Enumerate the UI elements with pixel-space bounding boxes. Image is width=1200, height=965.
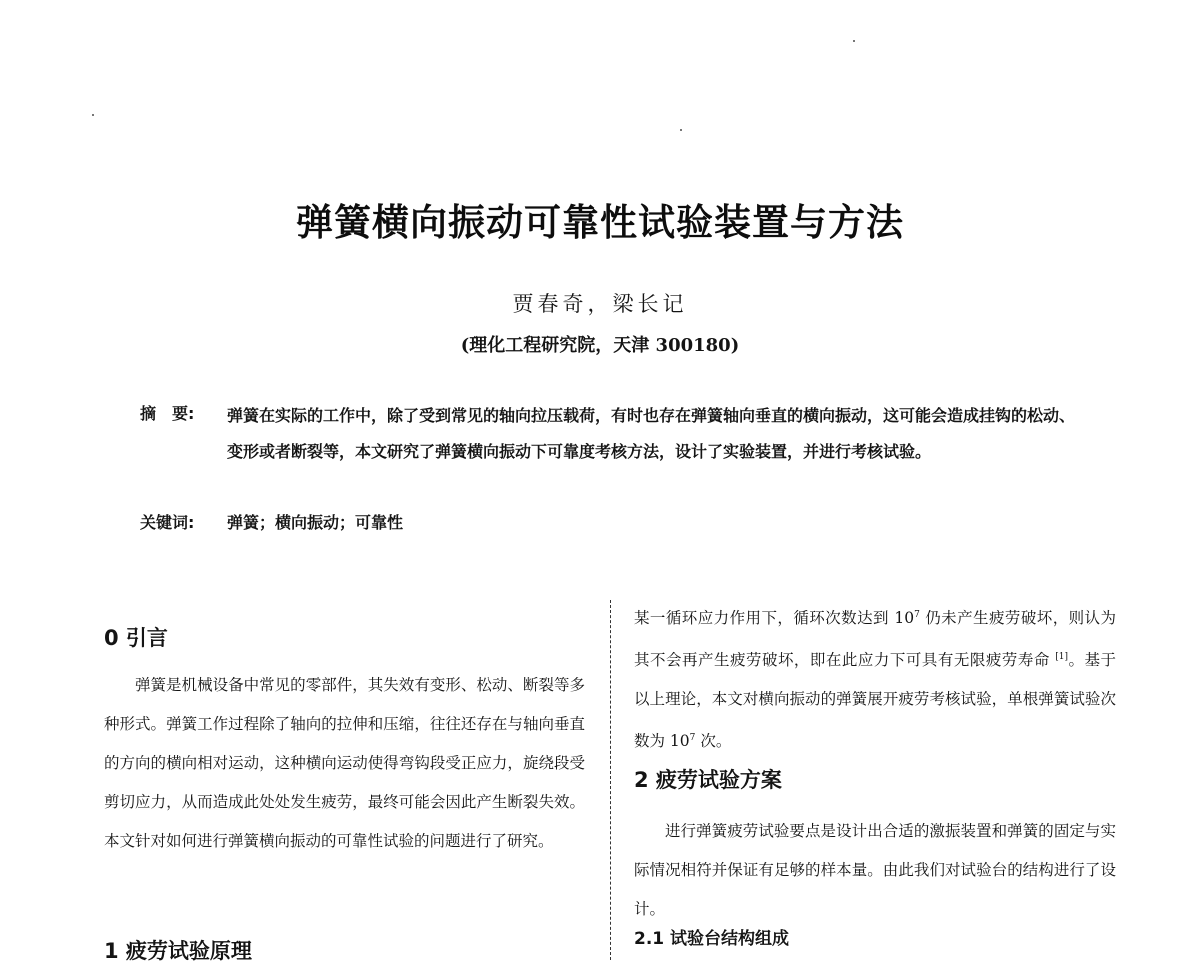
author-list: 贾春奇，梁长记 — [512, 292, 688, 316]
keywords-text: 弹簧；横向振动；可靠性 — [227, 513, 404, 532]
continued-paragraph — [634, 596, 1116, 761]
column-divider — [610, 600, 611, 960]
exponent: 7 — [689, 733, 696, 744]
scan-speck — [680, 129, 682, 131]
exponent: 7 — [914, 610, 920, 620]
section-1-heading: 1 疲劳试验原理 — [104, 939, 252, 963]
keywords-label: 关键词: — [140, 513, 195, 532]
paper-title: 弹簧横向振动可靠性试验装置与方法 — [296, 201, 904, 244]
affiliation: (理化工程研究院，天津 300180) — [460, 335, 740, 356]
abstract-label: 摘 要: — [140, 404, 195, 423]
continued-text-d: 次。 — [695, 732, 732, 751]
section-2-1-heading: 2.1 试验台结构组成 — [634, 929, 790, 949]
continued-text-c: 。基于以上理论，本文对横向振动的弹簧展开疲劳考核试验，单根弹簧试验次数为 10 — [634, 651, 1116, 751]
section-0-heading: 0 引言 — [104, 626, 168, 650]
section-2-heading: 2 疲劳试验方案 — [634, 768, 782, 792]
section-0-paragraph: 弹簧是机械设备中常见的零部件，其失效有变形、松动、断裂等多种形式。弹簧工作过程除了轴向的拉伸和压缩，往往还存在与轴向垂直的方向的横向相对运动，这种横向运动使得弯钩段受正应力，旋绕段受剪切应力，从而造成此处处发生疲劳，最终可能会因此产生断裂失效。本文针对如何进行弹簧横向振动的可靠性试验的问题进行了研究。 — [104, 676, 585, 850]
citation-ref: [1] — [1055, 652, 1068, 663]
section-2-paragraph: 进行弹簧疲劳试验要点是设计出合适的激振装置和弹簧的固定与实际情况相符并保证有足够的样本量。由此我们对试验台的结构进行了设计。 — [634, 822, 1116, 918]
continued-text-a: 某一循环应力作用下，循环次数达到 10 — [634, 609, 915, 628]
scan-speck — [92, 114, 94, 116]
abstract-text: 弹簧在实际的工作中，除了受到常见的轴向拉压载荷，有时也存在弹簧轴向垂直的横向振动，这可能会造成挂钩的松动、变形或者断裂等，本文研究了弹簧横向振动下可靠度考核方法，设计了实验装置，并进行考核试验。 — [227, 406, 1076, 461]
continued-text-b: 仍未产生疲劳破坏，则认为其不会再产生疲劳破坏，即在此应力下可具有无限疲劳寿命 — [634, 609, 1116, 670]
scan-speck — [853, 40, 855, 42]
